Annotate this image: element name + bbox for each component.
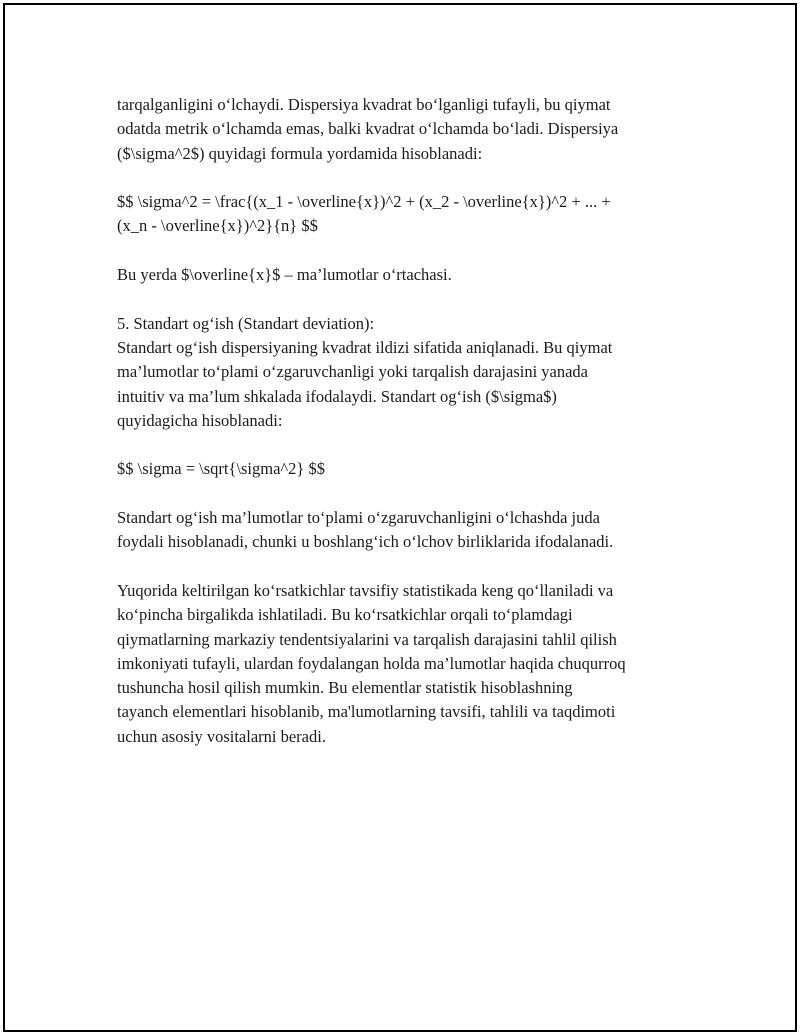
paragraph-dispersion-intro: tarqalganligini o‘lchaydi. Dispersiya kvadrat bo‘lganligi tufayli, bu qiymat odatda metrik o‘lchamda emas, balki kvadrat o‘lchamda bo‘ladi. Dispersiya ($\sigma^2$) quyidagi formula yordamida hisoblanadi: bbox=[117, 95, 619, 163]
paragraph-std-deviation: Standart og‘ish dispersiyaning kvadrat ildizi sifatida aniqlanadi. Bu qiymat ma’lumotlar to‘plami o‘zgaruvchanligi yoki tarqalish darajasini yanada intuitiv va ma’lum shkalada ifodalaydi. Standart og‘ish ($\sigma$) quyidagicha hisoblanadi: bbox=[117, 337, 613, 430]
section-heading-std-deviation: 5. Standart og‘ish (Standart deviation): bbox=[117, 313, 375, 333]
paragraph-mean-definition: Bu yerda $\overline{x}$ – ma’lumotlar o‘rtachasi. bbox=[117, 265, 452, 285]
paragraph-std-deviation-usefulness: Standart og‘ish ma’lumotlar to‘plami o‘zgaruvchanligini o‘lchashda juda foydali hisoblanadi, chunki u boshlang‘ich o‘lchov birliklarida ifodalanadi. bbox=[117, 508, 614, 552]
formula-variance: $$ \sigma^2 = \frac{(x_1 - \overline{x})^2 + (x_2 - \overline{x})^2 + ... + (x_n - \overline{x})^2}{n} $$ bbox=[117, 192, 611, 236]
paragraph-conclusion: Yuqorida keltirilgan ko‘rsatkichlar tavsifiy statistikada keng qo‘llaniladi va ko‘pincha birgalikda ishlatiladi. Bu ko‘rsatkichlar orqali to‘plamdagi qiymatlarning markaziy tendentsiyalarini va tarqalish darajasini tahlil qilish imkoniyati tufayli, ulardan foydalangan holda ma’lumotlar haqida chuqurroq tushuncha hosil qilish mumkin. Bu elementlar statistik hisoblashning tayanch elementlari hisoblanib, ma'lumotlarning tavsifi, tahlili va taqdimoti uchun asosiy vositalarni beradi. bbox=[117, 580, 626, 746]
document-body bbox=[117, 93, 697, 773]
formula-std-deviation: $$ \sigma = \sqrt{\sigma^2} $$ bbox=[117, 459, 325, 479]
